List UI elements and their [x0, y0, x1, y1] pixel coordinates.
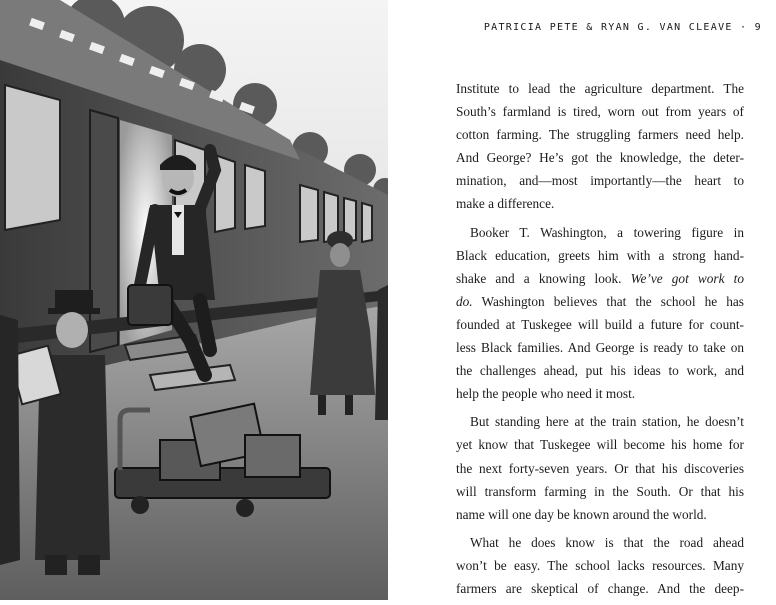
text-line: mination, and—most importantly—the heart to: [456, 173, 744, 189]
paragraph-4: [456, 531, 744, 600]
text-line: the next forty-seven years. Or that his discoveries: [456, 460, 744, 476]
text-segment: shake and a knowing look.: [456, 270, 622, 286]
text-line: yet know that Tuskegee will become his home for: [456, 437, 744, 453]
text-line: South’s farmland is tired, worn out from years of: [456, 104, 744, 120]
text-line: make a difference.: [456, 196, 555, 212]
text-line-with-italic: [456, 290, 744, 313]
paragraph-2: [456, 221, 744, 406]
italic-text: do.: [456, 293, 473, 309]
text-line: will transform farming in the South. Or that his: [456, 483, 744, 499]
body-text: [456, 77, 744, 605]
text-line: farmers are skeptical of change. And the deep-: [456, 580, 744, 596]
text-line: But standing here at the train station, he doesn’t: [470, 414, 744, 430]
text-line: What he does know is that the road ahead: [470, 534, 744, 550]
running-head: PATRICIA PETE & RYAN G. VAN CLEAVE · 9: [483, 22, 762, 33]
text-line: help the people who need it most.: [456, 386, 636, 402]
text-segment: Washington believes that the school he has: [481, 293, 744, 309]
text-line: Black education, greets him with a strong hand-: [456, 247, 744, 263]
text-page: [388, 0, 776, 600]
text-line: the challenges ahead, put his ideas to work, and: [456, 363, 744, 379]
text-line: And George? He’s got the knowledge, the deter-: [456, 150, 744, 166]
text-line: cotton farming. The struggling farmers need help.: [456, 127, 744, 143]
paragraph-3: [456, 410, 744, 525]
paragraph-1: [456, 77, 744, 216]
text-line: name will one day be known around the world.: [456, 506, 707, 522]
text-line: founded at Tuskegee will build a future for count-: [456, 316, 744, 332]
text-line: less Black families. And George is ready to take on: [456, 340, 744, 356]
text-line: Institute to lead the agriculture department. The: [456, 81, 744, 96]
text-line: Booker T. Washington, a towering figure in: [470, 224, 744, 240]
train-station-illustration: [0, 0, 388, 600]
italic-text: We’ve got work to: [630, 270, 745, 286]
text-line: won’t be easy. The school lacks resources. Many: [456, 557, 744, 573]
text-line-with-italic: [456, 267, 744, 290]
